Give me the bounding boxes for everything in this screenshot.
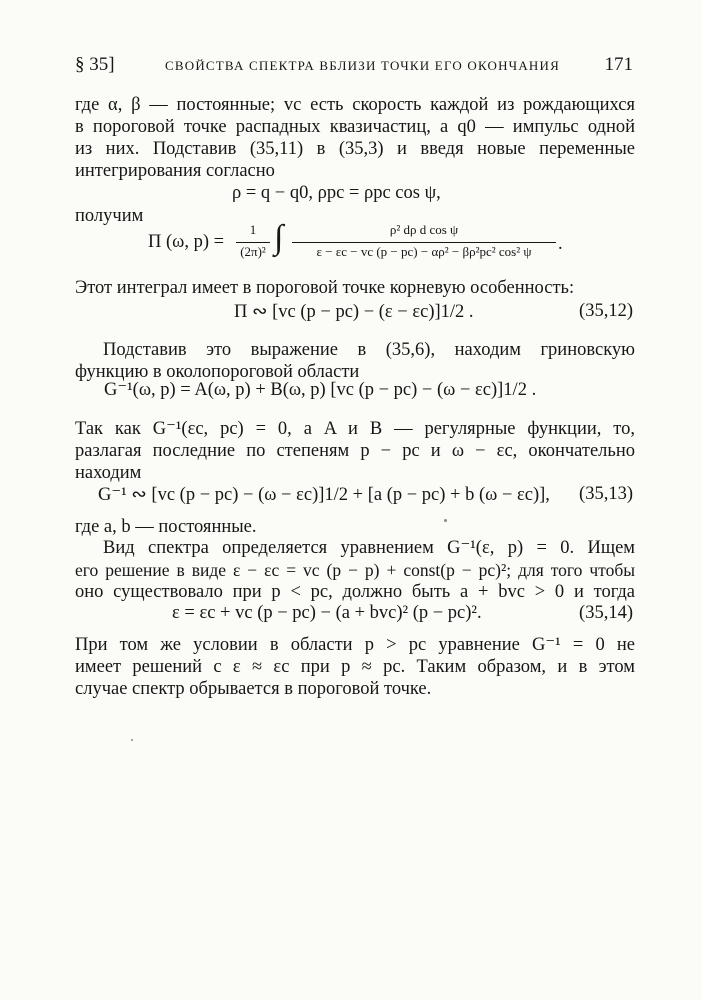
period: .: [558, 234, 563, 254]
integrand-denominator: ε − εc − vc (p − pc) − αρ² − βρ²pc² cos² ψ: [316, 244, 532, 259]
equation-35-12: Π ∾ [vc (p − pc) − (ε − εc)]1/2 .: [234, 302, 474, 322]
page-number: 171: [604, 54, 633, 75]
coef-denominator: (2π)²: [240, 244, 266, 259]
coef-numerator: 1: [249, 222, 257, 237]
text-line: оно существовало при p < pc, должно быть a + bvc > 0 и тогда: [75, 582, 635, 602]
equation-substitution: ρ = q − q0, ρpc = ρpc cos ψ,: [232, 183, 441, 203]
text-line: интегрирования согласно: [75, 161, 275, 181]
text-line: Этот интеграл имеет в пороговой точке корневую особенность:: [75, 278, 575, 298]
section-marker: § 35]: [75, 54, 115, 75]
equation-number: (35,14): [579, 603, 633, 623]
integral-sign: ∫: [274, 219, 284, 256]
text-line: его решение в виде ε − εc = vc (p − p) + const(p − pc)²; для того чтобы: [75, 560, 635, 580]
text-line: случае спектр обрывается в пороговой точке.: [75, 679, 432, 699]
equation-pi-lhs: Π (ω, p) =: [148, 232, 225, 252]
print-speck: [444, 519, 447, 522]
text-line: получим: [75, 206, 144, 226]
text-line: где a, b — постоянные.: [75, 517, 257, 537]
text-line: Вид спектра определяется уравнением G⁻¹(ε, p) = 0. Ищем: [103, 538, 635, 558]
text-line: Так как G⁻¹(εc, pc) = 0, а A и B — регулярные функции, то,: [75, 419, 635, 439]
text-line: Подставив это выражение в (35,6), находим гриновскую: [103, 340, 635, 360]
print-speck: [131, 739, 133, 741]
equation-35-14: ε = εc + vc (p − pc) − (a + bvc)² (p − pc)².: [172, 603, 482, 623]
coef-bar: [236, 242, 270, 243]
text-line: где α, β — постоянные; vc есть скорость каждой из рождающихся: [75, 95, 635, 115]
text-line: имеет решений с ε ≈ εc при p ≈ pc. Таким образом, и в этом: [75, 657, 635, 677]
equation-number: (35,13): [579, 484, 633, 504]
text-line: в пороговой точке распадных квазичастиц, а q0 — импульс одной: [75, 117, 635, 137]
equation-number: (35,12): [579, 301, 633, 321]
equation-green-function: G⁻¹(ω, p) = A(ω, p) + B(ω, p) [vc (p − pc) − (ω − εc)]1/2 .: [104, 380, 537, 400]
integrand-numerator: ρ² dρ d cos ψ: [389, 222, 459, 237]
running-title: СВОЙСТВА СПЕКТРА ВБЛИЗИ ТОЧКИ ЕГО ОКОНЧАНИЯ: [165, 58, 560, 73]
text-line: из них. Подставив (35,11) в (35,3) и введя новые переменные: [75, 139, 635, 159]
integrand-bar: [292, 242, 556, 243]
text-line: функцию в околопороговой области: [75, 362, 360, 382]
equation-35-13: G⁻¹ ∾ [vc (p − pc) − (ω − εc)]1/2 + [a (p − pc) + b (ω − εc)],: [98, 485, 550, 505]
running-header: [75, 54, 635, 80]
text-line: находим: [75, 463, 142, 483]
text-line: При том же условии в области p > pc уравнение G⁻¹ = 0 не: [75, 635, 635, 655]
text-line: разлагая последние по степеням p − pc и ω − εc, окончательно: [75, 441, 635, 461]
